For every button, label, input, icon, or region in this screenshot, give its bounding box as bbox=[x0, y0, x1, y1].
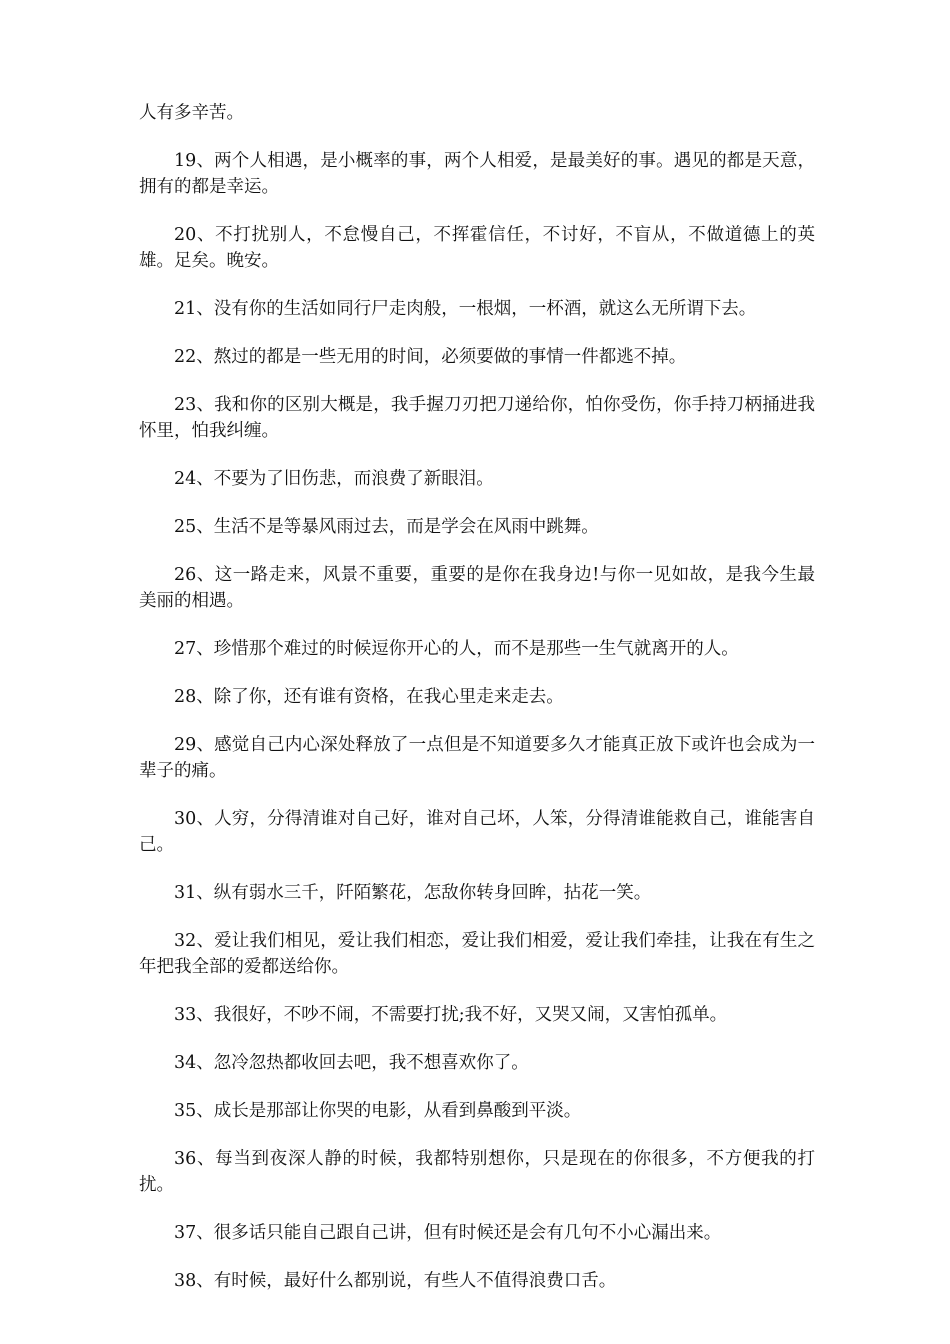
paragraph-34: 34、忽冷忽热都收回去吧，我不想喜欢你了。 bbox=[174, 1053, 529, 1073]
paragraph-26: 26、这一路走来，风景不重要，重要的是你在我身边!与你一见如故，是我今生最美丽的相遇。 bbox=[139, 565, 815, 611]
paragraph-19: 19、两个人相遇，是小概率的事，两个人相爱，是最美好的事。遇见的都是天意，拥有的都是幸运。 bbox=[139, 151, 815, 197]
paragraph-35: 35、成长是那部让你哭的电影，从看到鼻酸到平淡。 bbox=[174, 1101, 582, 1121]
paragraph-38: 38、有时候，最好什么都别说，有些人不值得浪费口舌。 bbox=[174, 1271, 617, 1291]
paragraph-24: 24、不要为了旧伤悲，而浪费了新眼泪。 bbox=[174, 469, 494, 489]
paragraph-20: 20、不打扰别人，不怠慢自己，不挥霍信任，不讨好，不盲从，不做道德上的英雄。足矣。晚安。 bbox=[139, 225, 815, 271]
paragraph-21: 21、没有你的生活如同行尸走肉般，一根烟，一杯酒，就这么无所谓下去。 bbox=[174, 299, 757, 319]
paragraph-37: 37、很多话只能自己跟自己讲，但有时候还是会有几句不小心漏出来。 bbox=[174, 1223, 722, 1243]
document-body bbox=[139, 100, 815, 1316]
paragraph-32: 32、爱让我们相见，爱让我们相恋，爱让我们相爱，爱让我们牵挂，让我在有生之年把我全部的爱都送给你。 bbox=[139, 931, 815, 977]
paragraph-25: 25、生活不是等暴风雨过去，而是学会在风雨中跳舞。 bbox=[174, 517, 599, 537]
paragraph-23: 23、我和你的区别大概是，我手握刀刃把刀递给你，怕你受伤，你手持刀柄捅进我怀里，怕我纠缠。 bbox=[139, 395, 815, 441]
paragraph-36: 36、每当到夜深人静的时候，我都特别想你，只是现在的你很多，不方便我的打扰。 bbox=[139, 1149, 815, 1195]
paragraph-22: 22、熬过的都是一些无用的时间，必须要做的事情一件都逃不掉。 bbox=[174, 347, 687, 367]
paragraph-30: 30、人穷，分得清谁对自己好，谁对自己坏，人笨，分得清谁能救自己，谁能害自己。 bbox=[139, 809, 815, 855]
paragraph-28: 28、除了你，还有谁有资格，在我心里走来走去。 bbox=[174, 687, 564, 707]
paragraph-33: 33、我很好，不吵不闹，不需要打扰;我不好，又哭又闹，又害怕孤单。 bbox=[174, 1005, 728, 1025]
paragraph-27: 27、珍惜那个难过的时候逗你开心的人，而不是那些一生气就离开的人。 bbox=[174, 639, 739, 659]
paragraph-31: 31、纵有弱水三千，阡陌繁花，怎敌你转身回眸，拈花一笑。 bbox=[174, 883, 652, 903]
paragraph-29: 29、感觉自己内心深处释放了一点但是不知道要多久才能真正放下或许也会成为一辈子的痛。 bbox=[139, 735, 815, 781]
paragraph-continuation: 人有多辛苦。 bbox=[139, 103, 244, 123]
